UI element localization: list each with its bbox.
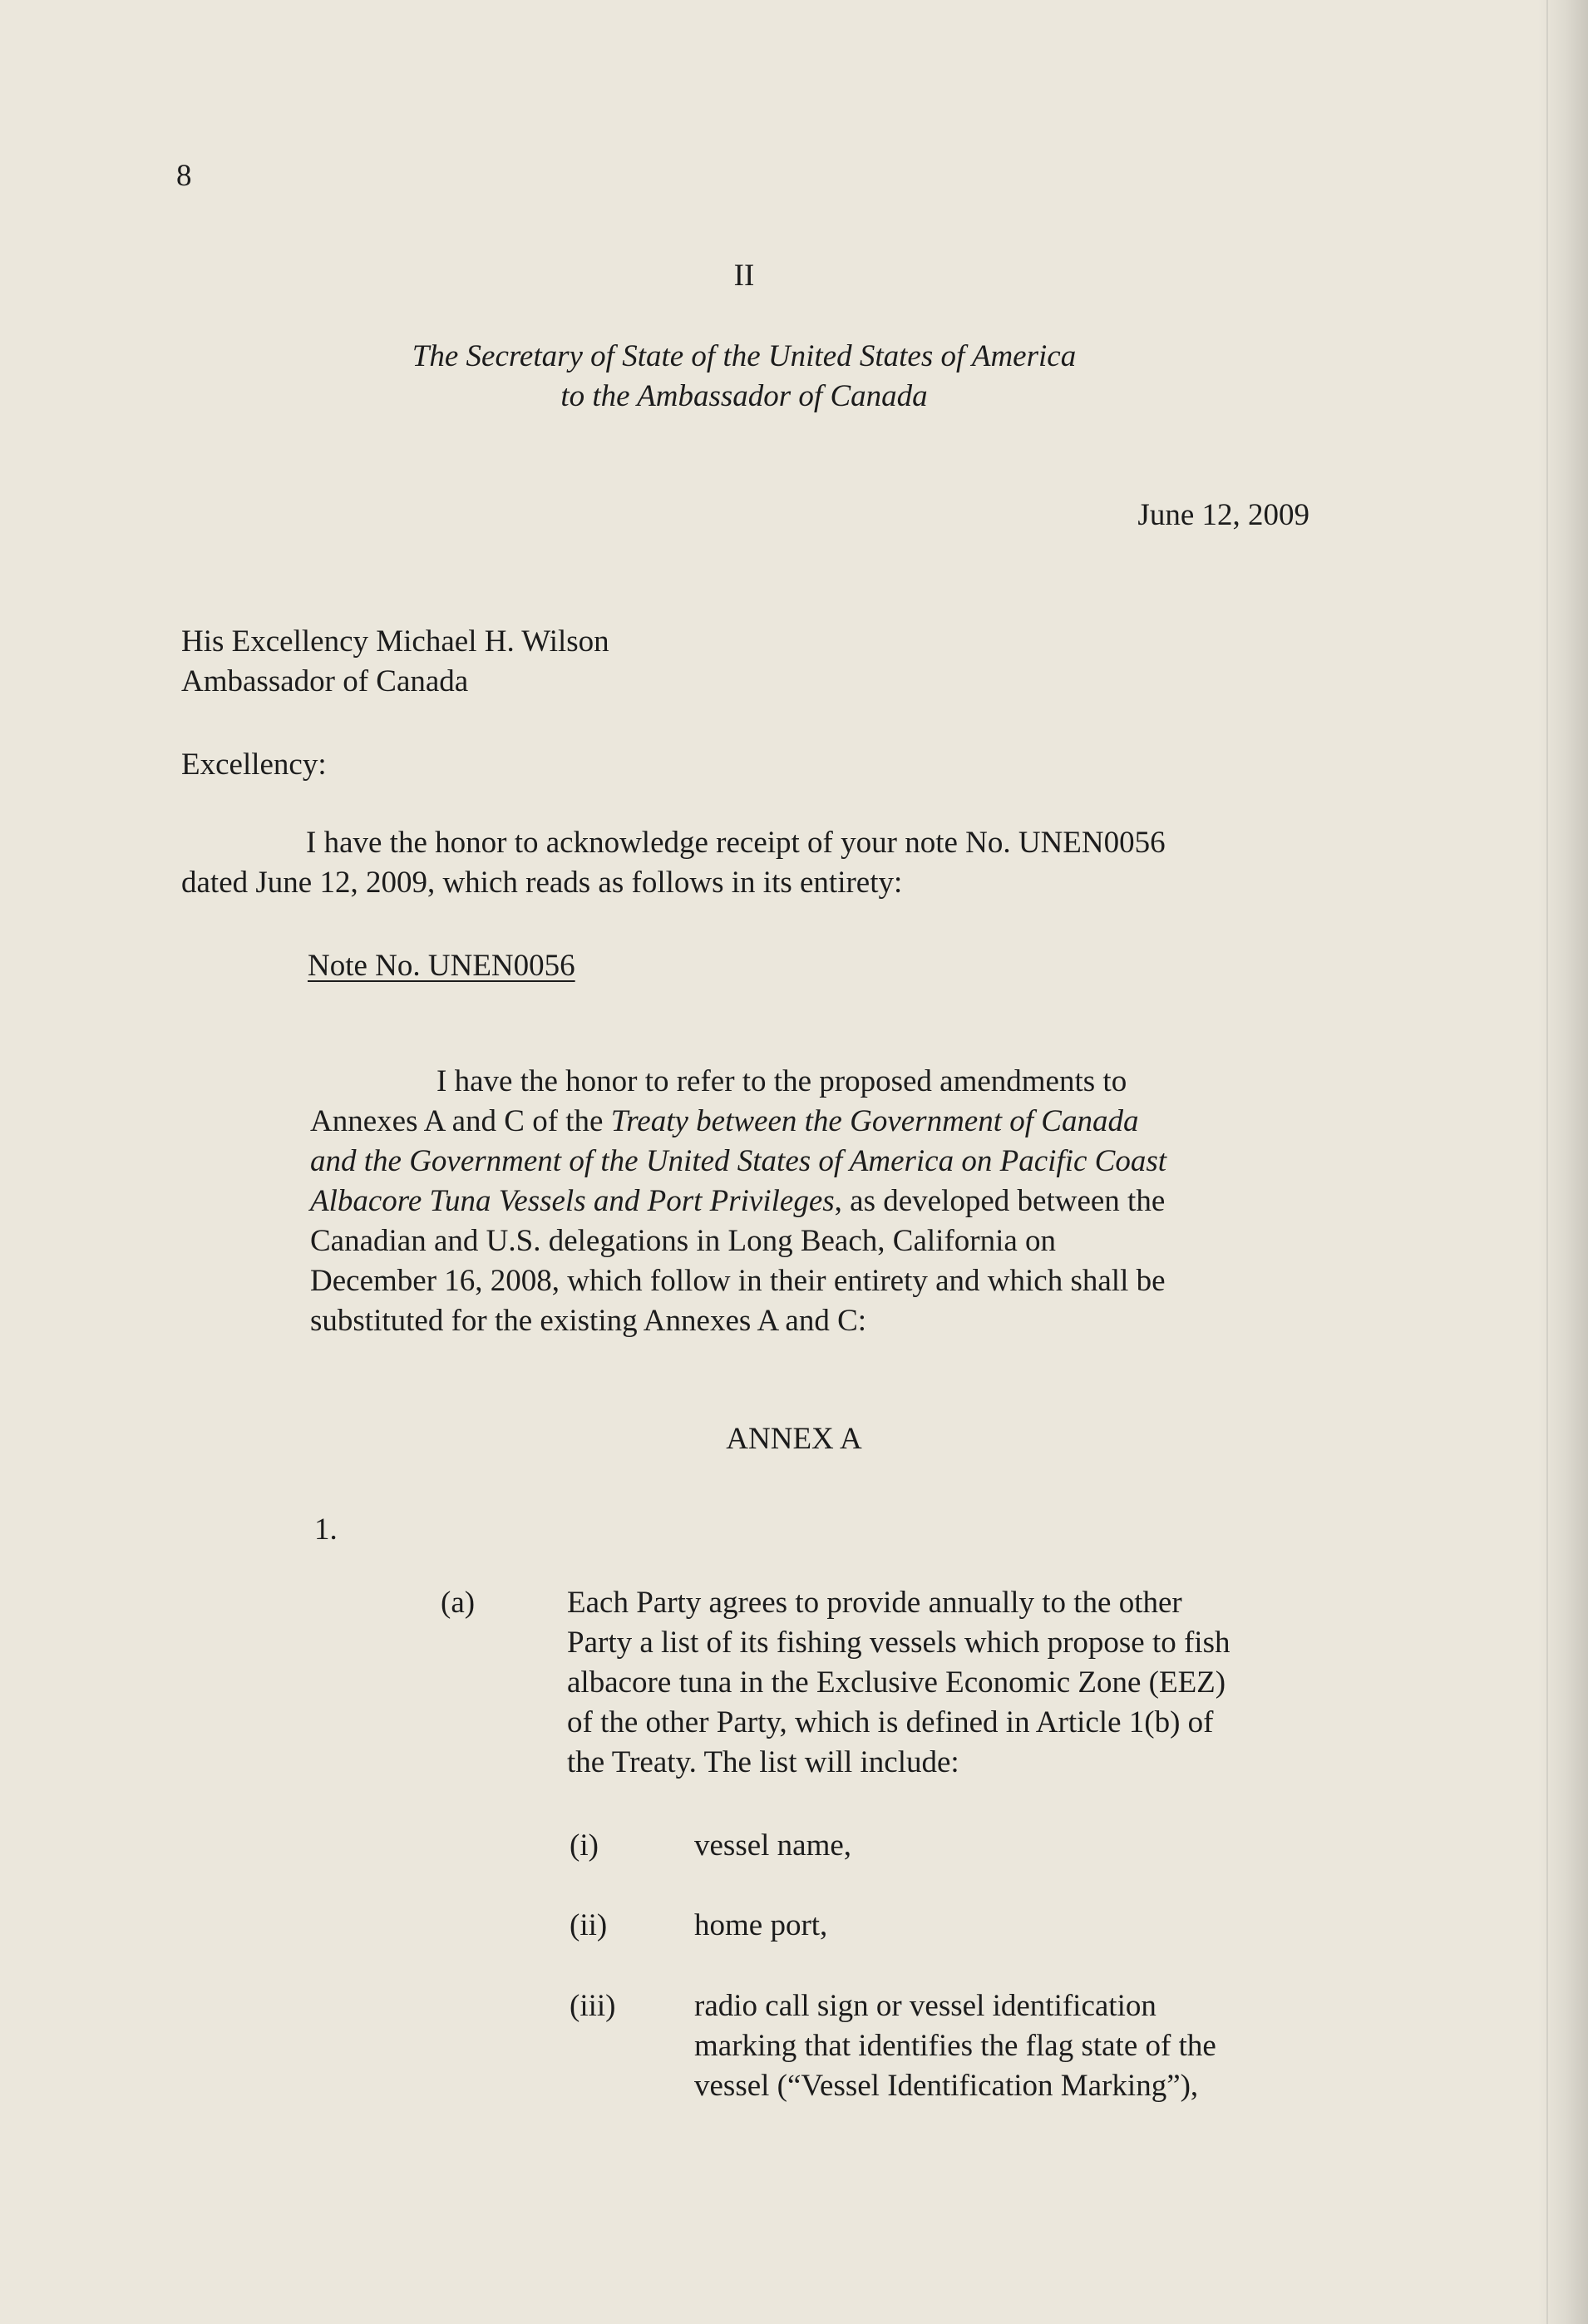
subitem-a-line-4: of the other Party, which is defined in Article 1(b) of xyxy=(567,1705,1214,1739)
note-paragraph-line-4-suffix: , as developed between the xyxy=(834,1184,1166,1218)
subitem-a-line-1: Each Party agrees to provide annually to the other xyxy=(567,1586,1182,1620)
intro-paragraph-line-1: I have the honor to acknowledge receipt of your note No. UNEN0056 xyxy=(306,826,1166,860)
letter-heading-line-2: to the Ambassador of Canada xyxy=(560,379,928,413)
treaty-title-part-2: and the Government of the United States of America on Pacific Coast xyxy=(310,1144,1167,1178)
list-item-iii-label: (iii) xyxy=(570,1989,616,2023)
salutation: Excellency: xyxy=(181,748,327,782)
section-numeral: II xyxy=(733,259,755,293)
list-item-iii-line-2: marking that identifies the flag state of the xyxy=(694,2029,1216,2063)
list-item-iii-line-1: radio call sign or vessel identification xyxy=(694,1989,1156,2023)
note-paragraph-line-4 xyxy=(310,1182,1165,1221)
addressee-name: His Excellency Michael H. Wilson xyxy=(181,624,609,659)
treaty-title-part-1: Treaty between the Government of Canada xyxy=(610,1104,1139,1138)
page-edge-shadow xyxy=(1538,0,1588,2324)
addressee-title: Ambassador of Canada xyxy=(181,664,469,698)
page-number: 8 xyxy=(176,159,192,193)
subitem-a-line-2: Party a list of its fishing vessels which propose to fish xyxy=(567,1626,1230,1660)
list-item-i-text: vessel name, xyxy=(694,1828,852,1863)
intro-paragraph-line-2: dated June 12, 2009, which reads as follows in its entirety: xyxy=(181,866,903,900)
list-item-iii-line-3: vessel (“Vessel Identification Marking”), xyxy=(694,2069,1199,2103)
note-paragraph-line-2 xyxy=(310,1102,1138,1142)
letter-date: June 12, 2009 xyxy=(1137,498,1309,532)
note-paragraph-line-6: December 16, 2008, which follow in their entirety and which shall be xyxy=(310,1264,1166,1298)
subitem-a-label: (a) xyxy=(441,1586,476,1620)
note-heading: Note No. UNEN0056 xyxy=(308,949,575,983)
note-paragraph-line-1: I have the honor to refer to the proposed amendments to xyxy=(436,1064,1127,1098)
subitem-a-line-3: albacore tuna in the Exclusive Economic Zone (EEZ) xyxy=(567,1665,1226,1700)
note-paragraph-line-2-prefix: Annexes A and C of the xyxy=(310,1104,611,1138)
page-edge-line xyxy=(1546,0,1548,2324)
subitem-a-line-5: the Treaty. The list will include: xyxy=(567,1745,959,1779)
note-paragraph-line-7: substituted for the existing Annexes A and C: xyxy=(310,1304,867,1338)
list-item-ii-label: (ii) xyxy=(570,1908,608,1942)
item-number: 1. xyxy=(314,1512,338,1547)
note-paragraph-line-5: Canadian and U.S. delegations in Long Beach, California on xyxy=(310,1224,1057,1258)
annex-title: ANNEX A xyxy=(726,1422,862,1456)
list-item-i-label: (i) xyxy=(570,1828,599,1863)
letter-heading-line-1: The Secretary of State of the United States of America xyxy=(412,339,1077,373)
list-item-ii-text: home port, xyxy=(694,1908,828,1942)
treaty-title-part-3: Albacore Tuna Vessels and Port Privileges xyxy=(310,1184,835,1218)
